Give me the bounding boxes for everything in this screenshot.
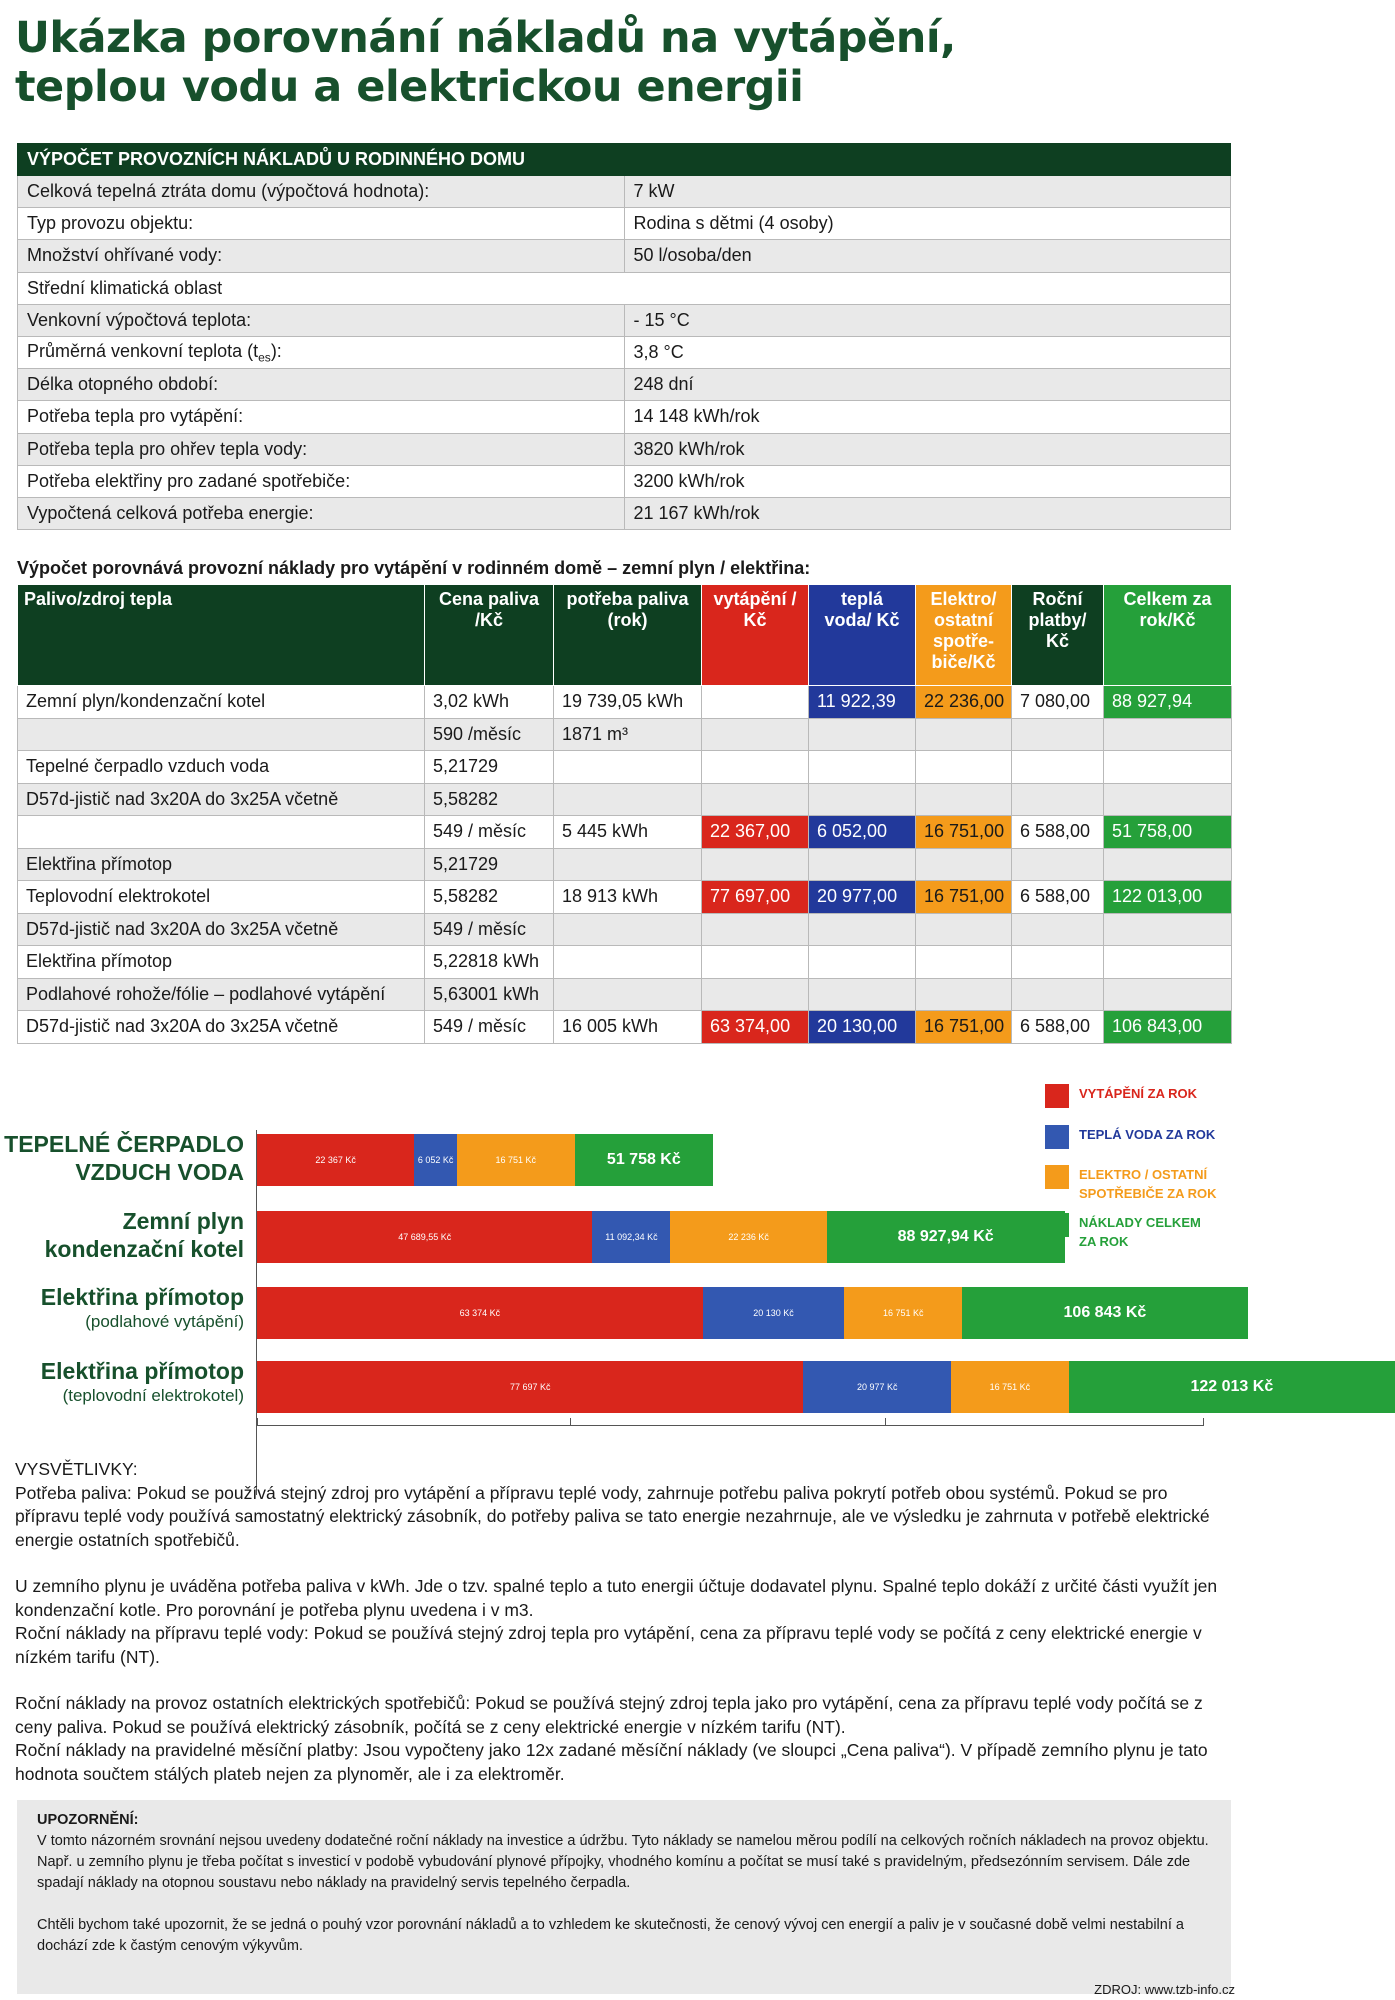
cell-monthly	[1012, 913, 1104, 946]
col-header-fuel: Palivo/zdroj tepla	[18, 585, 425, 686]
cell-price: 5,21729	[425, 848, 554, 881]
category-title-line-1: Elektřina přímotop	[40, 1358, 244, 1384]
category-title-line-2: kondenzační kotel	[44, 1236, 244, 1262]
cell-fuel: D57d-jistič nad 3x20A do 3x25A včetně	[18, 783, 425, 816]
legend-label-line-1: VYTÁPĚNÍ ZA ROK	[1079, 1086, 1197, 1101]
col-header-heating: vytápění / Kč	[702, 585, 809, 686]
cell-price: 5,58282	[425, 881, 554, 914]
legend-item	[1045, 1084, 1197, 1108]
comparison-row	[18, 751, 1232, 784]
cell-water	[809, 783, 916, 816]
cell-water: 6 052,00	[809, 816, 916, 849]
legend-item	[1045, 1213, 1201, 1251]
legend-label	[1079, 1213, 1201, 1251]
cell-price: 3,02 kWh	[425, 686, 554, 719]
cell-price: 549 / měsíc	[425, 913, 554, 946]
cell-other: 16 751,00	[916, 1011, 1012, 1044]
param-value: 3820 kWh/rok	[624, 433, 1231, 465]
bar-segment-other: 22 236 Kč	[670, 1211, 826, 1263]
bar-segment-total: 122 013 Kč	[1069, 1361, 1395, 1413]
cell-fuel: Elektřina přímotop	[18, 848, 425, 881]
bar-segment-total: 51 758 Kč	[575, 1134, 713, 1186]
comparison-row	[18, 978, 1232, 1011]
cell-water: 20 130,00	[809, 1011, 916, 1044]
param-row	[18, 433, 1231, 465]
cell-other	[916, 751, 1012, 784]
cell-monthly: 6 588,00	[1012, 816, 1104, 849]
cell-price: 5,21729	[425, 751, 554, 784]
bar-segment-heating: 77 697 Kč	[257, 1361, 803, 1413]
bar-segment-other: 16 751 Kč	[844, 1287, 962, 1339]
comparison-row	[18, 783, 1232, 816]
cell-need: 18 913 kWh	[554, 881, 702, 914]
cell-need: 16 005 kWh	[554, 1011, 702, 1044]
cell-heating: 22 367,00	[702, 816, 809, 849]
legend-label	[1079, 1125, 1215, 1144]
col-header-water: teplá voda/ Kč	[809, 585, 916, 686]
category-title-line-1: Elektřina přímotop	[40, 1284, 244, 1310]
bar-segment-heating: 22 367 Kč	[257, 1134, 414, 1186]
param-row	[18, 369, 1231, 401]
param-value: 248 dní	[624, 369, 1231, 401]
param-label	[18, 336, 625, 368]
cell-monthly	[1012, 978, 1104, 1011]
cell-fuel: Teplovodní elektrokotel	[18, 881, 425, 914]
param-row	[18, 176, 1231, 208]
cell-total	[1104, 751, 1232, 784]
param-row	[18, 401, 1231, 433]
cell-other: 22 236,00	[916, 686, 1012, 719]
param-row	[18, 208, 1231, 240]
cell-need	[554, 751, 702, 784]
legend-swatch	[1045, 1125, 1069, 1149]
cell-need: 5 445 kWh	[554, 816, 702, 849]
page-title	[15, 14, 1235, 112]
col-header-need: potřeba paliva (rok)	[554, 585, 702, 686]
cell-heating	[702, 978, 809, 1011]
cell-total: 106 843,00	[1104, 1011, 1232, 1044]
cell-water	[809, 978, 916, 1011]
chart-category-label	[41, 1283, 244, 1333]
cell-water	[809, 913, 916, 946]
cell-monthly: 7 080,00	[1012, 686, 1104, 719]
col-header-other: Elektro/ ostatní spotře- biče/Kč	[916, 585, 1012, 686]
chart-bar	[257, 1134, 713, 1186]
cell-fuel: Elektřina přímotop	[18, 946, 425, 979]
bar-segment-water: 20 130 Kč	[703, 1287, 845, 1339]
param-label: Délka otopného období:	[18, 369, 625, 401]
param-value: 3,8 °C	[624, 336, 1231, 368]
cell-water	[809, 718, 916, 751]
notes-paragraph: Potřeba paliva: Pokud se používá stejný zdroj pro vytápění a přípravu teplé vody, zahrnuje potřebu paliva pokrytí potřeb obou systémů. Pokud se pro přípravu teplé vody používá samostatný elektrický zásobník, do potřeby paliva se tato energie nezahrnuje, ale ve výsledku je zahrnuta v potřebě elektrické energie ostatních spotřebičů.	[15, 1482, 1210, 1550]
comparison-row	[18, 718, 1232, 751]
col-header-monthly: Roční platby/ Kč	[1012, 585, 1104, 686]
cell-water	[809, 751, 916, 784]
cell-other	[916, 978, 1012, 1011]
param-row	[18, 240, 1231, 272]
warning-box	[17, 1800, 1231, 1994]
chart-category-label	[45, 1207, 244, 1263]
param-value: Rodina s dětmi (4 osoby)	[624, 208, 1231, 240]
notes-heading: VYSVĚTLIVKY:	[15, 1459, 138, 1479]
warning-paragraph: V tomto názorném srovnání nejsou uvedeny dodatečné roční náklady na investice a údržbu. Tyto náklady se namelou měrou podílí na celkových ročních nákladech na provoz objektu. Např. u zemního plynu je třeba počítat s investicí v podobě vybudování plynové přípojky, vhodného komínu a počítat se musí také s pravidelným, předsezónním servisem. Dále zde spadají náklady na otopnou soustavu nebo náklady na pravidelný servis tepelného čerpadla.	[37, 1833, 1209, 1891]
cell-monthly	[1012, 718, 1104, 751]
param-row	[18, 336, 1231, 368]
param-label-sub: es	[258, 350, 271, 365]
cell-price: 5,58282	[425, 783, 554, 816]
param-row	[18, 465, 1231, 497]
comparison-row	[18, 816, 1232, 849]
axis-tick	[257, 1418, 258, 1426]
cell-water	[809, 848, 916, 881]
param-label: Střední klimatická oblast	[18, 272, 1231, 304]
param-label: Venkovní výpočtová teplota:	[18, 304, 625, 336]
legend-swatch	[1045, 1213, 1069, 1237]
chart-category-label	[41, 1357, 244, 1407]
cell-need	[554, 978, 702, 1011]
notes-paragraph: U zemního plynu je uváděna potřeba paliva v kWh. Jde o tzv. spalné teplo a tuto energii účtuje dodavatel plynu. Spalné teplo dokáží z určité části využít jen kondenzační kotle. Pro porovnání je potřeba plynu uvedena i v m3.	[15, 1576, 1218, 1620]
legend-label-line-1: ELEKTRO / OSTATNÍ	[1079, 1167, 1208, 1182]
axis-tick	[570, 1418, 571, 1426]
cell-heating: 77 697,00	[702, 881, 809, 914]
param-row	[18, 304, 1231, 336]
cell-other	[916, 718, 1012, 751]
cell-total	[1104, 946, 1232, 979]
legend-label	[1079, 1165, 1216, 1203]
notes-paragraph: Roční náklady na provoz ostatních elektrických spotřebičů: Pokud se používá stejný zdroj tepla jako pro vytápění, cena za přípravu teplé vody počítá se z ceny paliva. Pokud se používá elektrický zásobník, počítá se z ceny elektrické energie v nízkém tarifu (NT).	[15, 1693, 1203, 1737]
chart-category-label	[4, 1130, 244, 1186]
cell-other	[916, 783, 1012, 816]
cell-fuel: Podlahové rohože/fólie – podlahové vytápění	[18, 978, 425, 1011]
cell-monthly	[1012, 848, 1104, 881]
cell-fuel: D57d-jistič nad 3x20A do 3x25A včetně	[18, 913, 425, 946]
comparison-row	[18, 946, 1232, 979]
comparison-row	[18, 686, 1232, 719]
cell-total	[1104, 978, 1232, 1011]
parameters-table	[17, 143, 1231, 530]
parameters-header: VÝPOČET PROVOZNÍCH NÁKLADŮ U RODINNÉHO DOMU	[18, 144, 1231, 176]
cell-monthly: 6 588,00	[1012, 1011, 1104, 1044]
legend-item	[1045, 1125, 1215, 1149]
warning-gap	[37, 1894, 1211, 1915]
category-subtitle: (teplovodní elektrokotel)	[62, 1386, 244, 1405]
category-title-line-1: Zemní plyn	[122, 1208, 244, 1234]
warning-paragraph: Chtěli bychom také upozornit, že se jedná o pouhý vzor porovnání nákladů a to vzhledem ke skutečnosti, že cenový vývoj cen energií a paliv je v současné době velmi nestabilní a dochází zde k častým cenovým výkyvům.	[37, 1917, 1184, 1954]
param-label: Potřeba elektřiny pro zadané spotřebiče:	[18, 465, 625, 497]
param-label: Celková tepelná ztráta domu (výpočtová hodnota):	[18, 176, 625, 208]
comparison-row	[18, 913, 1232, 946]
param-label: Potřeba tepla pro ohřev tepla vody:	[18, 433, 625, 465]
legend-label-line-2: ZA ROK	[1079, 1234, 1129, 1249]
notes-gap	[15, 1669, 1235, 1692]
bar-segment-water: 20 977 Kč	[803, 1361, 951, 1413]
cell-price: 5,63001 kWh	[425, 978, 554, 1011]
cell-need	[554, 913, 702, 946]
cell-price: 5,22818 kWh	[425, 946, 554, 979]
comparison-subheader: Výpočet porovnává provozní náklady pro vytápění v rodinném domě – zemní plyn / elektřina:	[17, 558, 811, 578]
cell-heating	[702, 686, 809, 719]
warning-heading: UPOZORNĚNÍ:	[37, 1812, 139, 1828]
col-header-total: Celkem za rok/Kč	[1104, 585, 1232, 686]
chart-bar	[257, 1211, 1065, 1263]
legend-label-line-1: NÁKLADY CELKEM	[1079, 1215, 1201, 1230]
cell-heating	[702, 913, 809, 946]
param-label: Vypočtená celková potřeba energie:	[18, 497, 625, 529]
bar-segment-total: 88 927,94 Kč	[827, 1211, 1065, 1263]
cell-total	[1104, 913, 1232, 946]
title-line-2: teplou vodu a elektrickou energii	[15, 62, 804, 112]
bar-segment-heating: 47 689,55 Kč	[257, 1211, 592, 1263]
cell-price: 549 / měsíc	[425, 1011, 554, 1044]
notes-gap	[15, 1552, 1235, 1575]
cell-fuel	[18, 816, 425, 849]
cell-need: 19 739,05 kWh	[554, 686, 702, 719]
category-title-line-1: TEPELNÉ ČERPADLO	[4, 1131, 244, 1157]
notes-paragraph: Roční náklady na přípravu teplé vody: Pokud se používá stejný zdroj tepla pro vytápění, cena za přípravu teplé vody se počítá z ceny elektrické energie v nízkém tarifu (NT).	[15, 1623, 1202, 1667]
col-header-price: Cena paliva /Kč	[425, 585, 554, 686]
cell-fuel	[18, 718, 425, 751]
legend-label-line-2: SPOTŘEBIČE ZA ROK	[1079, 1186, 1217, 1201]
comparison-table	[17, 584, 1232, 1044]
param-label-post: ):	[270, 340, 282, 361]
chart-x-axis	[256, 1425, 1204, 1426]
param-label: Typ provozu objektu:	[18, 208, 625, 240]
bar-segment-heating: 63 374 Kč	[257, 1287, 703, 1339]
chart-bar	[257, 1287, 1248, 1339]
bar-segment-water: 6 052 Kč	[414, 1134, 457, 1186]
cell-total: 122 013,00	[1104, 881, 1232, 914]
cell-price: 549 / měsíc	[425, 816, 554, 849]
param-label: Množství ohřívané vody:	[18, 240, 625, 272]
bar-segment-water: 11 092,34 Kč	[592, 1211, 670, 1263]
cell-total: 51 758,00	[1104, 816, 1232, 849]
comparison-row	[18, 848, 1232, 881]
axis-tick	[1203, 1418, 1204, 1426]
cell-price: 590 /měsíc	[425, 718, 554, 751]
cell-fuel: Zemní plyn/kondenzační kotel	[18, 686, 425, 719]
cell-monthly	[1012, 946, 1104, 979]
param-value: 50 l/osoba/den	[624, 240, 1231, 272]
cell-fuel: D57d-jistič nad 3x20A do 3x25A včetně	[18, 1011, 425, 1044]
comparison-body	[18, 686, 1232, 1044]
axis-tick	[885, 1418, 886, 1426]
cell-other: 16 751,00	[916, 881, 1012, 914]
cell-total: 88 927,94	[1104, 686, 1232, 719]
cell-total	[1104, 718, 1232, 751]
cell-other: 16 751,00	[916, 816, 1012, 849]
comparison-header-row	[18, 585, 1232, 686]
cell-need: 1871 m³	[554, 718, 702, 751]
cell-other	[916, 946, 1012, 979]
comparison-row	[18, 1011, 1232, 1044]
legend-swatch	[1045, 1165, 1069, 1189]
param-label-pre: Průměrná venkovní teplota (t	[27, 340, 259, 361]
param-value: 7 kW	[624, 176, 1231, 208]
param-label: Potřeba tepla pro vytápění:	[18, 401, 625, 433]
cell-heating	[702, 946, 809, 979]
param-value: 21 167 kWh/rok	[624, 497, 1231, 529]
param-row	[18, 497, 1231, 529]
category-title-line-2: VZDUCH VODA	[75, 1159, 244, 1185]
notes-section	[15, 1458, 1235, 1786]
parameters-header-row	[18, 144, 1231, 176]
cell-need	[554, 848, 702, 881]
legend-swatch	[1045, 1084, 1069, 1108]
cell-monthly: 6 588,00	[1012, 881, 1104, 914]
cell-water	[809, 946, 916, 979]
bar-segment-other: 16 751 Kč	[457, 1134, 575, 1186]
cell-heating	[702, 718, 809, 751]
param-value: - 15 °C	[624, 304, 1231, 336]
category-subtitle: (podlahové vytápění)	[85, 1312, 244, 1331]
cell-water: 11 922,39	[809, 686, 916, 719]
cell-need	[554, 783, 702, 816]
cell-other	[916, 848, 1012, 881]
cell-monthly	[1012, 783, 1104, 816]
title-line-1: Ukázka porovnání nákladů na vytápění,	[15, 13, 956, 63]
comparison-row	[18, 881, 1232, 914]
param-value: 3200 kWh/rok	[624, 465, 1231, 497]
legend-label	[1079, 1084, 1197, 1103]
cell-monthly	[1012, 751, 1104, 784]
cell-heating	[702, 848, 809, 881]
legend-label-line-1: TEPLÁ VODA ZA ROK	[1079, 1127, 1216, 1142]
param-row	[18, 272, 1231, 304]
bar-segment-total: 106 843 Kč	[962, 1287, 1248, 1339]
chart-bar	[257, 1361, 1395, 1413]
cell-total	[1104, 783, 1232, 816]
cell-heating: 63 374,00	[702, 1011, 809, 1044]
bar-segment-other: 16 751 Kč	[951, 1361, 1069, 1413]
cell-heating	[702, 751, 809, 784]
cell-water: 20 977,00	[809, 881, 916, 914]
notes-paragraph: Roční náklady na pravidelné měsíční platby: Jsou vypočteny jako 12x zadané měsíční náklady (ve sloupci „Cena paliva“). V případě zemního plynu je tato hodnota součtem stálých plateb nejen za plynoměr, ale i za elektroměr.	[15, 1740, 1208, 1784]
legend-item	[1045, 1165, 1216, 1203]
cell-total	[1104, 848, 1232, 881]
param-value: 14 148 kWh/rok	[624, 401, 1231, 433]
cell-other	[916, 913, 1012, 946]
cell-heating	[702, 783, 809, 816]
source-credit: ZDROJ: www.tzb-info.cz	[1094, 1982, 1235, 1997]
cell-need	[554, 946, 702, 979]
cell-fuel: Tepelné čerpadlo vzduch voda	[18, 751, 425, 784]
